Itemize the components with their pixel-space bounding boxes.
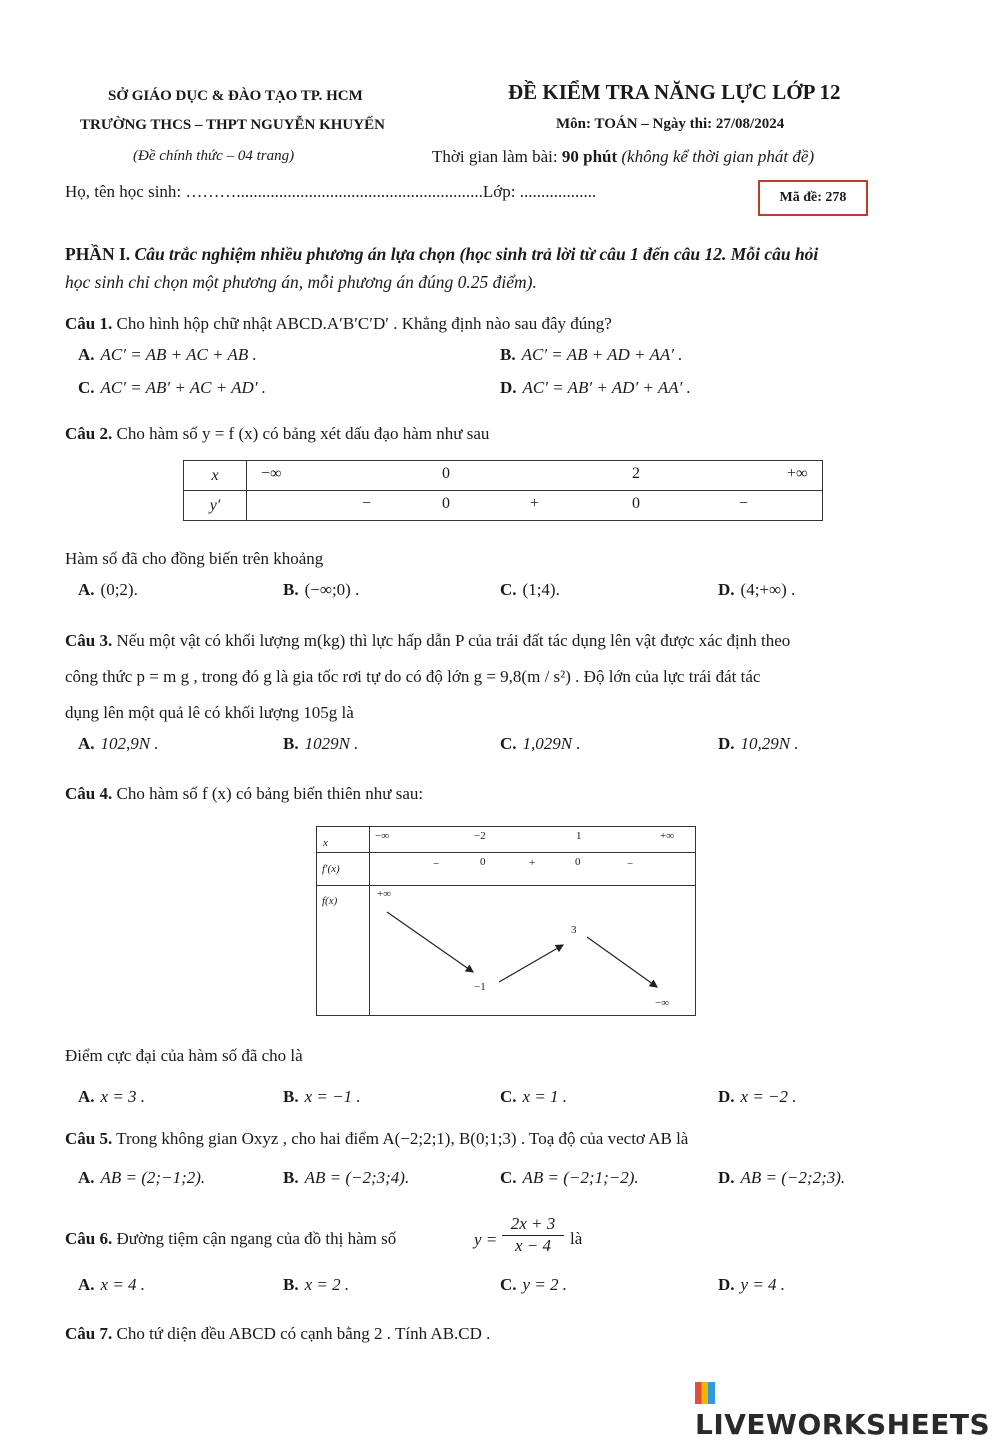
q4-prompt: Điểm cực đại của hàm số đã cho là <box>65 1046 303 1065</box>
exam-title: ĐỀ KIỂM TRA NĂNG LỰC LỚP 12 <box>508 80 841 104</box>
arrow-down-1 <box>387 912 473 972</box>
q5-option-d[interactable]: D. AB = (−2;2;3). <box>718 1168 846 1187</box>
sign-value: 0 <box>632 495 640 512</box>
official-note: (Đề chính thức – 04 trang) <box>133 148 295 164</box>
exam-code-box: Mã đề: 278 <box>758 180 868 216</box>
q3-option-d[interactable]: D. 10,29N . <box>718 734 799 753</box>
q6-numerator: 2x + 3 <box>502 1214 564 1236</box>
q2-option-b[interactable]: B. (−∞;0) . <box>283 580 360 599</box>
var-x-val: +∞ <box>660 830 675 842</box>
q4-option-d[interactable]: D. x = −2 . <box>718 1087 797 1106</box>
var-x-val: −∞ <box>375 830 390 842</box>
q1-option-c[interactable]: C. AC′ = AB′ + AC + AD′ . <box>78 378 267 397</box>
q6-suffix: là <box>570 1229 583 1248</box>
sign-value: − <box>362 495 372 512</box>
question-4: Câu 4. Cho hàm số f (x) có bảng biến thiên như sau: <box>65 784 424 803</box>
sign-value: + <box>530 495 540 512</box>
arrow-up <box>499 945 563 982</box>
school-name: TRƯỜNG THCS – THPT NGUYỄN KHUYẾN <box>80 117 385 133</box>
var-sign: + <box>529 857 536 869</box>
q4-option-a[interactable]: A. x = 3 . <box>78 1087 146 1106</box>
q5-option-a[interactable]: A. AB = (2;−1;2). <box>78 1168 206 1187</box>
q3-option-a[interactable]: A. 102,9N . <box>78 734 159 753</box>
q6-denominator: x − 4 <box>514 1236 552 1255</box>
question-3-line1: Câu 3. Nếu một vật có khối lượng m(kg) thì lực hấp dẫn P của trái đất tác dụng lên vật được xác định theo <box>65 631 791 650</box>
var-f-val: −1 <box>474 981 486 993</box>
arrow-down-2 <box>587 937 657 987</box>
student-name-line[interactable]: Họ, tên học sinh: ………..........................................................Lớp: .................. <box>65 182 597 201</box>
question-5: Câu 5. Trong không gian Oxyz , cho hai điểm A(−2;2;1), B(0;1;3) . Toạ độ của vectơ AB là <box>65 1129 689 1148</box>
variation-table <box>316 826 696 1016</box>
sign-x-val: −∞ <box>261 465 282 482</box>
department-name: SỞ GIÁO DỤC & ĐÀO TẠO TP. HCM <box>108 88 363 104</box>
var-sign: − <box>433 858 440 870</box>
q1-option-a[interactable]: A. AC′ = AB + AC + AB . <box>78 345 257 364</box>
question-1: Câu 1. Cho hình hộp chữ nhật ABCD.A′B′C′D′ . Khẳng định nào sau đây đúng? <box>65 314 612 333</box>
time-limit: Thời gian làm bài: 90 phút (không kể thời gian phát đề) <box>432 147 815 166</box>
q2-option-c[interactable]: C. (1;4). <box>500 580 560 599</box>
sign-x-val: +∞ <box>787 465 808 482</box>
sign-table-x-label: x <box>184 461 247 491</box>
q6-option-d[interactable]: D. y = 4 . <box>718 1275 786 1294</box>
q2-option-a[interactable]: A. (0;2). <box>78 580 138 599</box>
var-x-val: −2 <box>474 830 486 842</box>
q4-option-b[interactable]: B. x = −1 . <box>283 1087 361 1106</box>
sign-value: 0 <box>442 495 450 512</box>
question-3-line2: công thức p = m g , trong đó g là gia tốc rơi tự do có độ lớn g = 9,8(m / s²) . Độ lớn của lực trái đát tác <box>65 667 761 686</box>
q6-option-b[interactable]: B. x = 2 . <box>283 1275 350 1294</box>
question-7: Câu 7. Cho tứ diện đều ABCD có cạnh bằng 2 . Tính AB.CD . <box>65 1324 491 1343</box>
sign-value: − <box>739 495 749 512</box>
var-sign: 0 <box>480 856 486 868</box>
var-f-val: +∞ <box>377 888 392 900</box>
sign-table <box>183 460 823 521</box>
var-sign: − <box>627 858 634 870</box>
question-6: Câu 6. Đường tiệm cận ngang của đồ thị hàm số <box>65 1229 397 1248</box>
var-x-val: 1 <box>576 830 582 842</box>
q5-option-c[interactable]: C. AB = (−2;1;−2). <box>500 1168 639 1187</box>
q4-option-c[interactable]: C. x = 1 . <box>500 1087 568 1106</box>
q6-option-c[interactable]: C. y = 2 . <box>500 1275 568 1294</box>
part1-intro-line1: PHẦN I. Câu trắc nghiệm nhiều phương án lựa chọn (học sinh trả lời từ câu 1 đến câu 12. Mỗi câu hỏi <box>65 244 819 264</box>
q6-fraction <box>502 1214 564 1256</box>
var-x-label: x <box>323 837 328 849</box>
q3-option-c[interactable]: C. 1,029N . <box>500 734 581 753</box>
var-f-val: −∞ <box>655 997 670 1009</box>
sign-table-yp-label: y′ <box>184 491 247 521</box>
liveworksheets-icon <box>695 1382 715 1404</box>
q1-option-b[interactable]: B. AC′ = AB + AD + AA′ . <box>500 345 683 364</box>
var-fp-label: f′(x) <box>322 863 340 875</box>
question-2: Câu 2. Cho hàm số y = f (x) có bảng xét dấu đạo hàm như sau <box>65 424 490 443</box>
q2-prompt: Hàm số đã cho đồng biến trên khoảng <box>65 549 324 568</box>
sign-x-val: 2 <box>632 465 640 482</box>
q6-option-a[interactable]: A. x = 4 . <box>78 1275 146 1294</box>
var-f-label: f(x) <box>322 895 338 907</box>
q5-option-b[interactable]: B. AB = (−2;3;4). <box>283 1168 410 1187</box>
q1-option-d[interactable]: D. AC′ = AB′ + AD′ + AA′ . <box>500 378 691 397</box>
sign-x-val: 0 <box>442 465 450 482</box>
var-sign: 0 <box>575 856 581 868</box>
q3-option-b[interactable]: B. 1029N . <box>283 734 359 753</box>
var-f-val: 3 <box>571 924 577 936</box>
subject-date: Môn: TOÁN – Ngày thi: 27/08/2024 <box>556 116 785 132</box>
liveworksheets-logo: LIVEWORKSHEETS <box>695 1375 1000 1441</box>
variation-arrows <box>317 827 695 1015</box>
question-3-line3: dụng lên một quả lê có khối lượng 105g là <box>65 703 354 722</box>
q6-y-eq: y = <box>474 1230 498 1249</box>
part1-intro-line2: học sinh chỉ chọn một phương án, mỗi phương án đúng 0.25 điểm). <box>65 272 537 292</box>
q2-option-d[interactable]: D. (4;+∞) . <box>718 580 796 599</box>
